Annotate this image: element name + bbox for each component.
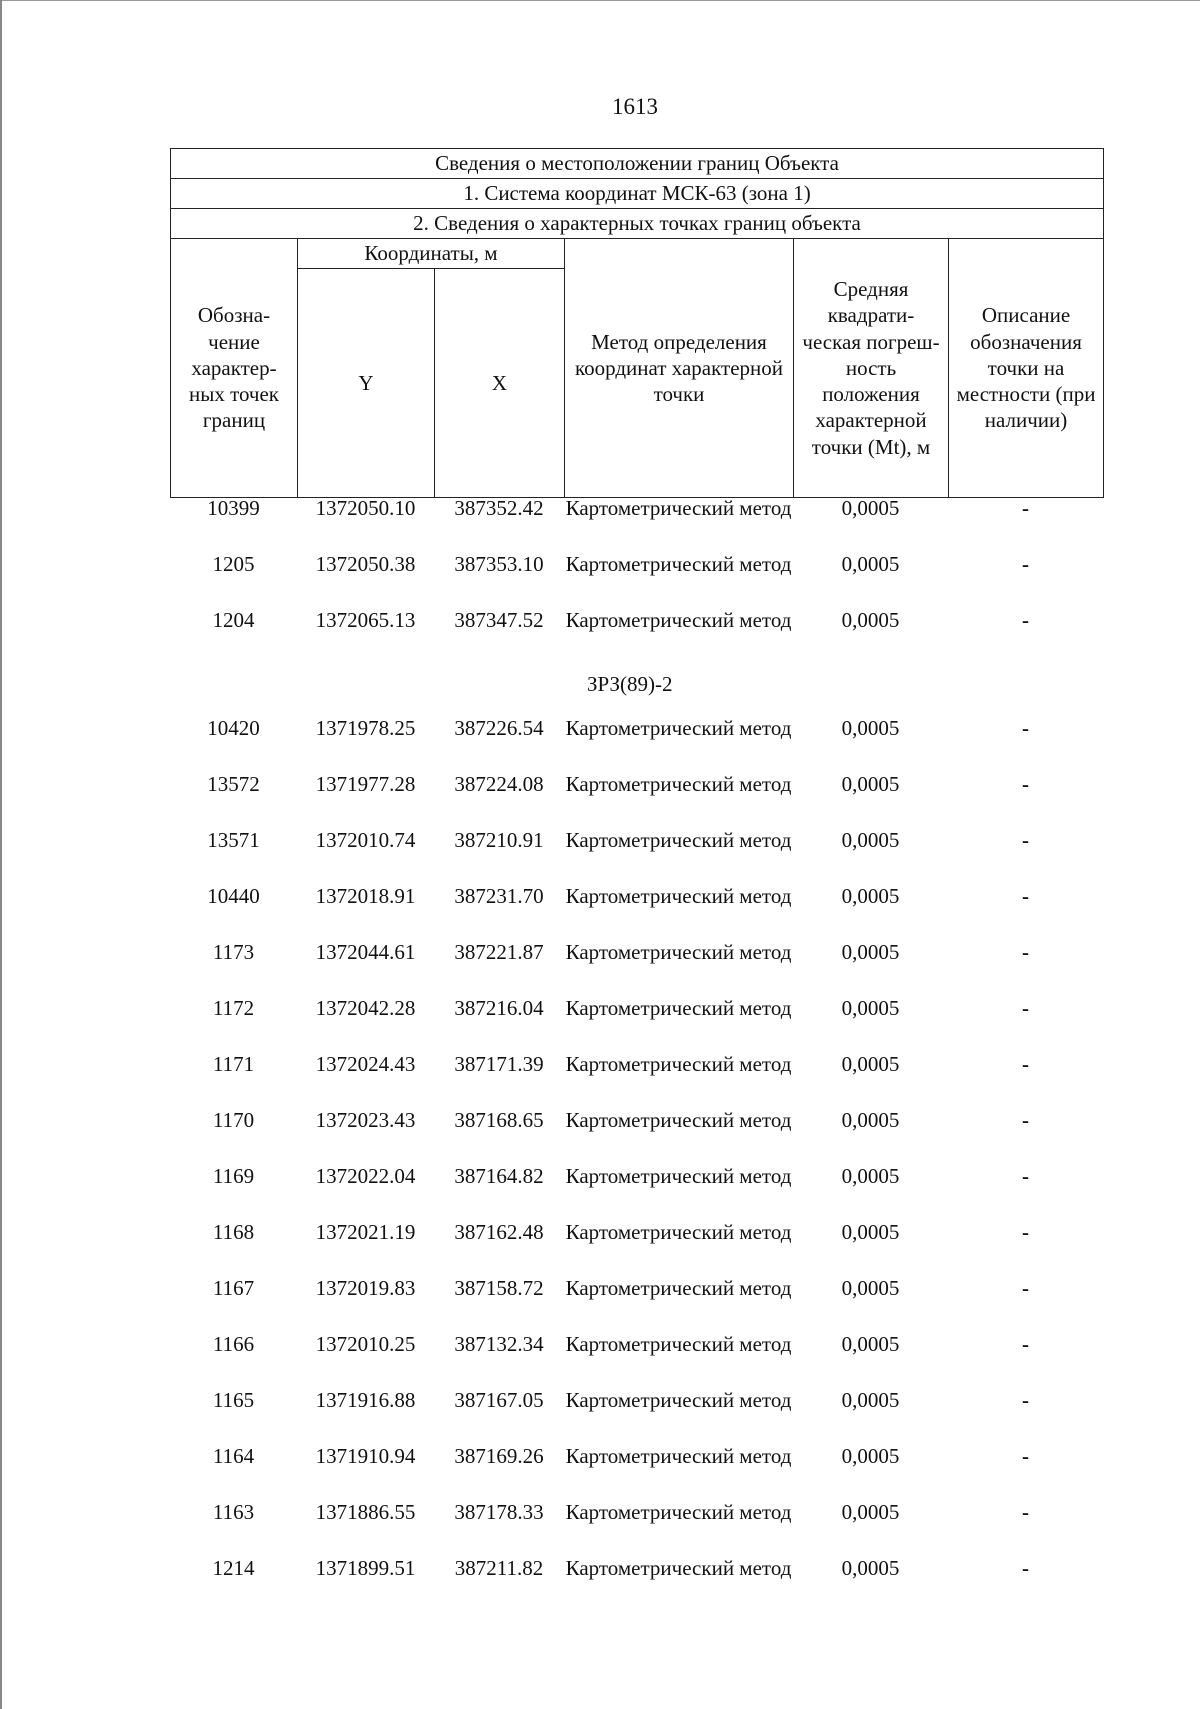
description: - bbox=[1022, 1388, 1029, 1412]
table-row bbox=[170, 1442, 1103, 1498]
section-label: ЗРЗ(89)-2 bbox=[587, 672, 673, 696]
description: - bbox=[1022, 496, 1029, 520]
row-group-2 bbox=[170, 714, 1103, 1610]
coord-y: 1372018.91 bbox=[315, 884, 416, 908]
point-id: 1164 bbox=[212, 1444, 255, 1468]
error-value: 0,0005 bbox=[841, 828, 900, 852]
description: - bbox=[1022, 1444, 1029, 1468]
boundary-header-table bbox=[170, 148, 1104, 498]
point-id: 1170 bbox=[212, 1108, 255, 1132]
coord-y: 1372010.74 bbox=[315, 828, 416, 852]
table-row bbox=[170, 1050, 1103, 1106]
method: Картометрический метод bbox=[565, 940, 792, 964]
error-value: 0,0005 bbox=[841, 940, 900, 964]
error-value: 0,0005 bbox=[841, 1164, 900, 1188]
table-row bbox=[170, 550, 1103, 606]
error-value: 0,0005 bbox=[841, 772, 900, 796]
col-y-header: Y bbox=[298, 269, 435, 498]
description: - bbox=[1022, 1332, 1029, 1356]
table-row bbox=[170, 826, 1103, 882]
col-x-header: X bbox=[435, 269, 565, 498]
point-id: 10399 bbox=[207, 496, 260, 520]
coord-x: 387171.39 bbox=[454, 1052, 544, 1076]
point-id: 13572 bbox=[207, 772, 260, 796]
table-row bbox=[170, 1106, 1103, 1162]
coord-x: 387162.48 bbox=[454, 1220, 544, 1244]
coord-y: 1372050.10 bbox=[315, 496, 416, 520]
error-value: 0,0005 bbox=[841, 1108, 900, 1132]
description: - bbox=[1022, 772, 1029, 796]
coord-y: 1372019.83 bbox=[315, 1276, 416, 1300]
error-value: 0,0005 bbox=[841, 1388, 900, 1412]
coord-y: 1372010.25 bbox=[315, 1332, 416, 1356]
coord-x: 387226.54 bbox=[454, 716, 544, 740]
description: - bbox=[1022, 552, 1029, 576]
coordinate-rows bbox=[170, 494, 1103, 1610]
coord-y: 1372065.13 bbox=[315, 608, 416, 632]
description: - bbox=[1022, 1164, 1029, 1188]
error-value: 0,0005 bbox=[841, 1220, 900, 1244]
description: - bbox=[1022, 1556, 1029, 1580]
error-value: 0,0005 bbox=[841, 884, 900, 908]
point-id: 13571 bbox=[207, 828, 260, 852]
error-value: 0,0005 bbox=[841, 608, 900, 632]
coord-x: 387167.05 bbox=[454, 1388, 544, 1412]
point-id: 1173 bbox=[212, 940, 255, 964]
error-value: 0,0005 bbox=[841, 1052, 900, 1076]
description: - bbox=[1022, 1276, 1029, 1300]
point-id: 1167 bbox=[212, 1276, 255, 1300]
coord-x: 387210.91 bbox=[454, 828, 544, 852]
coord-x: 387168.65 bbox=[454, 1108, 544, 1132]
method: Картометрический метод bbox=[565, 1332, 792, 1356]
point-id: 1165 bbox=[212, 1388, 255, 1412]
col-method-header: Метод определения координат характерной точки bbox=[565, 239, 794, 498]
section-row bbox=[170, 662, 1103, 714]
method: Картометрический метод bbox=[565, 1500, 792, 1524]
coord-x: 387352.42 bbox=[454, 496, 544, 520]
table-row bbox=[170, 770, 1103, 826]
point-id: 1204 bbox=[212, 608, 255, 632]
description: - bbox=[1022, 828, 1029, 852]
description: - bbox=[1022, 996, 1029, 1020]
coord-y: 1372042.28 bbox=[315, 996, 416, 1020]
error-value: 0,0005 bbox=[841, 1444, 900, 1468]
method: Картометрический метод bbox=[565, 1108, 792, 1132]
scan-edge-left bbox=[0, 0, 2, 1709]
page-number: 1613 bbox=[612, 94, 658, 119]
coord-y: 1372022.04 bbox=[315, 1164, 416, 1188]
coord-y: 1371978.25 bbox=[315, 716, 416, 740]
coord-y: 1372050.38 bbox=[315, 552, 416, 576]
description: - bbox=[1022, 884, 1029, 908]
error-value: 0,0005 bbox=[841, 1276, 900, 1300]
col-coordinates-header: Координаты, м bbox=[298, 239, 565, 269]
table-row bbox=[170, 714, 1103, 770]
description: - bbox=[1022, 608, 1029, 632]
method: Картометрический метод bbox=[565, 1444, 792, 1468]
coord-y: 1372021.19 bbox=[315, 1220, 416, 1244]
coord-x: 387211.82 bbox=[454, 1556, 544, 1580]
coord-x: 387353.10 bbox=[454, 552, 544, 576]
coord-y: 1372044.61 bbox=[315, 940, 416, 964]
method: Картометрический метод bbox=[565, 828, 792, 852]
method: Картометрический метод bbox=[565, 608, 792, 632]
description: - bbox=[1022, 940, 1029, 964]
description: - bbox=[1022, 1052, 1029, 1076]
table-row bbox=[170, 938, 1103, 994]
point-id: 1168 bbox=[212, 1220, 255, 1244]
table-row bbox=[170, 994, 1103, 1050]
error-value: 0,0005 bbox=[841, 496, 900, 520]
description: - bbox=[1022, 1108, 1029, 1132]
coord-y: 1371910.94 bbox=[315, 1444, 416, 1468]
coord-x: 387164.82 bbox=[454, 1164, 544, 1188]
point-id: 1166 bbox=[212, 1332, 255, 1356]
method: Картометрический метод bbox=[565, 496, 792, 520]
point-id: 1171 bbox=[212, 1052, 255, 1076]
method: Картометрический метод bbox=[565, 716, 792, 740]
table-row bbox=[170, 1330, 1103, 1386]
description: - bbox=[1022, 716, 1029, 740]
error-value: 0,0005 bbox=[841, 552, 900, 576]
coord-y: 1371977.28 bbox=[315, 772, 416, 796]
coord-x: 387221.87 bbox=[454, 940, 544, 964]
method: Картометрический метод bbox=[565, 1052, 792, 1076]
method: Картометрический метод bbox=[565, 1556, 792, 1580]
table-title: Сведения о местоположении границ Объекта bbox=[171, 149, 1104, 179]
coord-y: 1371916.88 bbox=[315, 1388, 416, 1412]
coord-x: 387169.26 bbox=[454, 1444, 544, 1468]
col-designation-header: Обозна- чение характер- ных точек границ bbox=[171, 239, 298, 498]
table-row bbox=[170, 1274, 1103, 1330]
error-value: 0,0005 bbox=[841, 1500, 900, 1524]
point-id: 1214 bbox=[212, 1556, 255, 1580]
point-id: 1169 bbox=[212, 1164, 255, 1188]
method: Картометрический метод bbox=[565, 1164, 792, 1188]
coord-x: 387216.04 bbox=[454, 996, 544, 1020]
error-value: 0,0005 bbox=[841, 1556, 900, 1580]
table-row bbox=[170, 1498, 1103, 1554]
col-error-header: Средняя квадрати- ческая погреш- ность положения характерной точки (Mt), м bbox=[794, 239, 949, 498]
point-id: 1172 bbox=[212, 996, 255, 1020]
coord-y: 1371899.51 bbox=[315, 1556, 416, 1580]
coord-x: 387231.70 bbox=[454, 884, 544, 908]
point-id: 10440 bbox=[207, 884, 260, 908]
table-row bbox=[170, 1554, 1103, 1610]
col-description-header: Описание обозначения точки на местности (при наличии) bbox=[949, 239, 1104, 498]
table-row bbox=[170, 882, 1103, 938]
coord-x: 387347.52 bbox=[454, 608, 544, 632]
point-id: 1205 bbox=[212, 552, 255, 576]
coord-x: 387224.08 bbox=[454, 772, 544, 796]
error-value: 0,0005 bbox=[841, 716, 900, 740]
method: Картометрический метод bbox=[565, 772, 792, 796]
scan-edge-top bbox=[0, 0, 1200, 1]
table-row bbox=[170, 494, 1103, 550]
table-row bbox=[170, 606, 1103, 662]
error-value: 0,0005 bbox=[841, 996, 900, 1020]
coordinate-system: 1. Система координат МСК-63 (зона 1) bbox=[171, 179, 1104, 209]
description: - bbox=[1022, 1500, 1029, 1524]
method: Картометрический метод bbox=[565, 552, 792, 576]
coord-x: 387178.33 bbox=[454, 1500, 544, 1524]
method: Картометрический метод bbox=[565, 884, 792, 908]
table-row bbox=[170, 1386, 1103, 1442]
method: Картометрический метод bbox=[565, 1388, 792, 1412]
method: Картометрический метод bbox=[565, 1276, 792, 1300]
coord-y: 1371886.55 bbox=[315, 1500, 416, 1524]
description: - bbox=[1022, 1220, 1029, 1244]
error-value: 0,0005 bbox=[841, 1332, 900, 1356]
row-group-1 bbox=[170, 494, 1103, 662]
points-title: 2. Сведения о характерных точках границ объекта bbox=[171, 209, 1104, 239]
table-row bbox=[170, 1218, 1103, 1274]
method: Картометрический метод bbox=[565, 1220, 792, 1244]
coord-y: 1372023.43 bbox=[315, 1108, 416, 1132]
point-id: 1163 bbox=[212, 1500, 255, 1524]
coord-x: 387158.72 bbox=[454, 1276, 544, 1300]
table-row bbox=[170, 1162, 1103, 1218]
method: Картометрический метод bbox=[565, 996, 792, 1020]
coord-y: 1372024.43 bbox=[315, 1052, 416, 1076]
coord-x: 387132.34 bbox=[454, 1332, 544, 1356]
point-id: 10420 bbox=[207, 716, 260, 740]
